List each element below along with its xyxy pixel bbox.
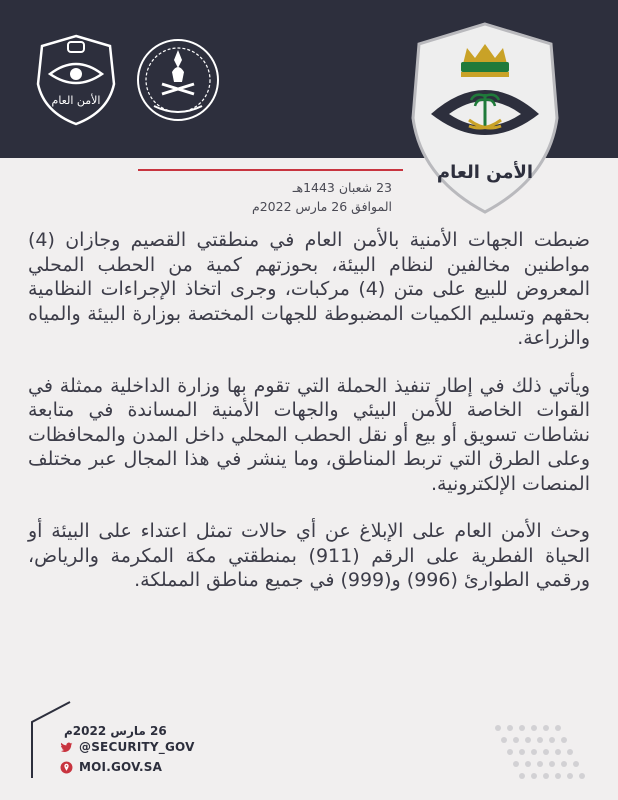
paragraph-2: ويأتي ذلك في إطار تنفيذ الحملة التي تقوم بها وزارة الداخلية ممثلة في القوات الخاصة للأمن البيئي والجهات الأمنية المساندة في متابعة نشاطات تسويق أو بيع أو نقل الحطب المحلي داخل المدن والمحافظات وعلى الطرق التي تربط المناطق، وما ينشر في هذا المجال عبر مختلف المنصات الإلكترونية. xyxy=(28,374,590,495)
divider-line xyxy=(138,169,403,171)
twitter-handle[interactable] xyxy=(60,740,195,754)
date-block xyxy=(252,178,392,216)
logo-caption: الأمن العام xyxy=(51,94,101,107)
gregorian-date: الموافق 26 مارس 2022م xyxy=(251,199,392,214)
footer-date: 26 مارس 2022م xyxy=(64,724,167,738)
website-link[interactable] xyxy=(60,760,162,774)
location-pin-icon xyxy=(60,761,73,774)
ministry-of-interior-emblem xyxy=(132,32,224,128)
public-security-badge xyxy=(405,18,565,218)
paragraph-3: وحث الأمن العام على الإبلاغ عن أي حالات تمثل اعتداء على البيئة أو الحياة الفطرية على الرقم (911) بمنطقتي مكة المكرمة والرياض، ورقمي الطوارئ (996) و(999) في جميع مناطق المملكة. xyxy=(28,520,590,591)
footer xyxy=(30,700,230,780)
twitter-handle-text: @SECURITY_GOV xyxy=(79,740,195,754)
website-text: MOI.GOV.SA xyxy=(79,760,163,774)
paragraph-1: ضبطت الجهات الأمنية بالأمن العام في منطقتي القصيم وجازان (4) مواطنين مخالفين لنظام البيئة، بحوزتهم كمية من الحطب المحلي المعروض للبيع على متن (4) مركبات، وجرى اتخاذ الإجراءات النظامية بحقهم وتسليم الكميات المضبوطة للجهات المختصة بوزارة البيئة والمياه والزراعة. xyxy=(28,229,590,349)
badge-caption: الأمن العام xyxy=(436,162,534,183)
hijri-date: 23 شعبان 1443هـ xyxy=(292,180,392,195)
public-security-logo xyxy=(30,32,122,128)
statement-body xyxy=(28,228,590,616)
decorative-dot-pattern xyxy=(488,718,588,788)
twitter-icon xyxy=(60,741,73,754)
